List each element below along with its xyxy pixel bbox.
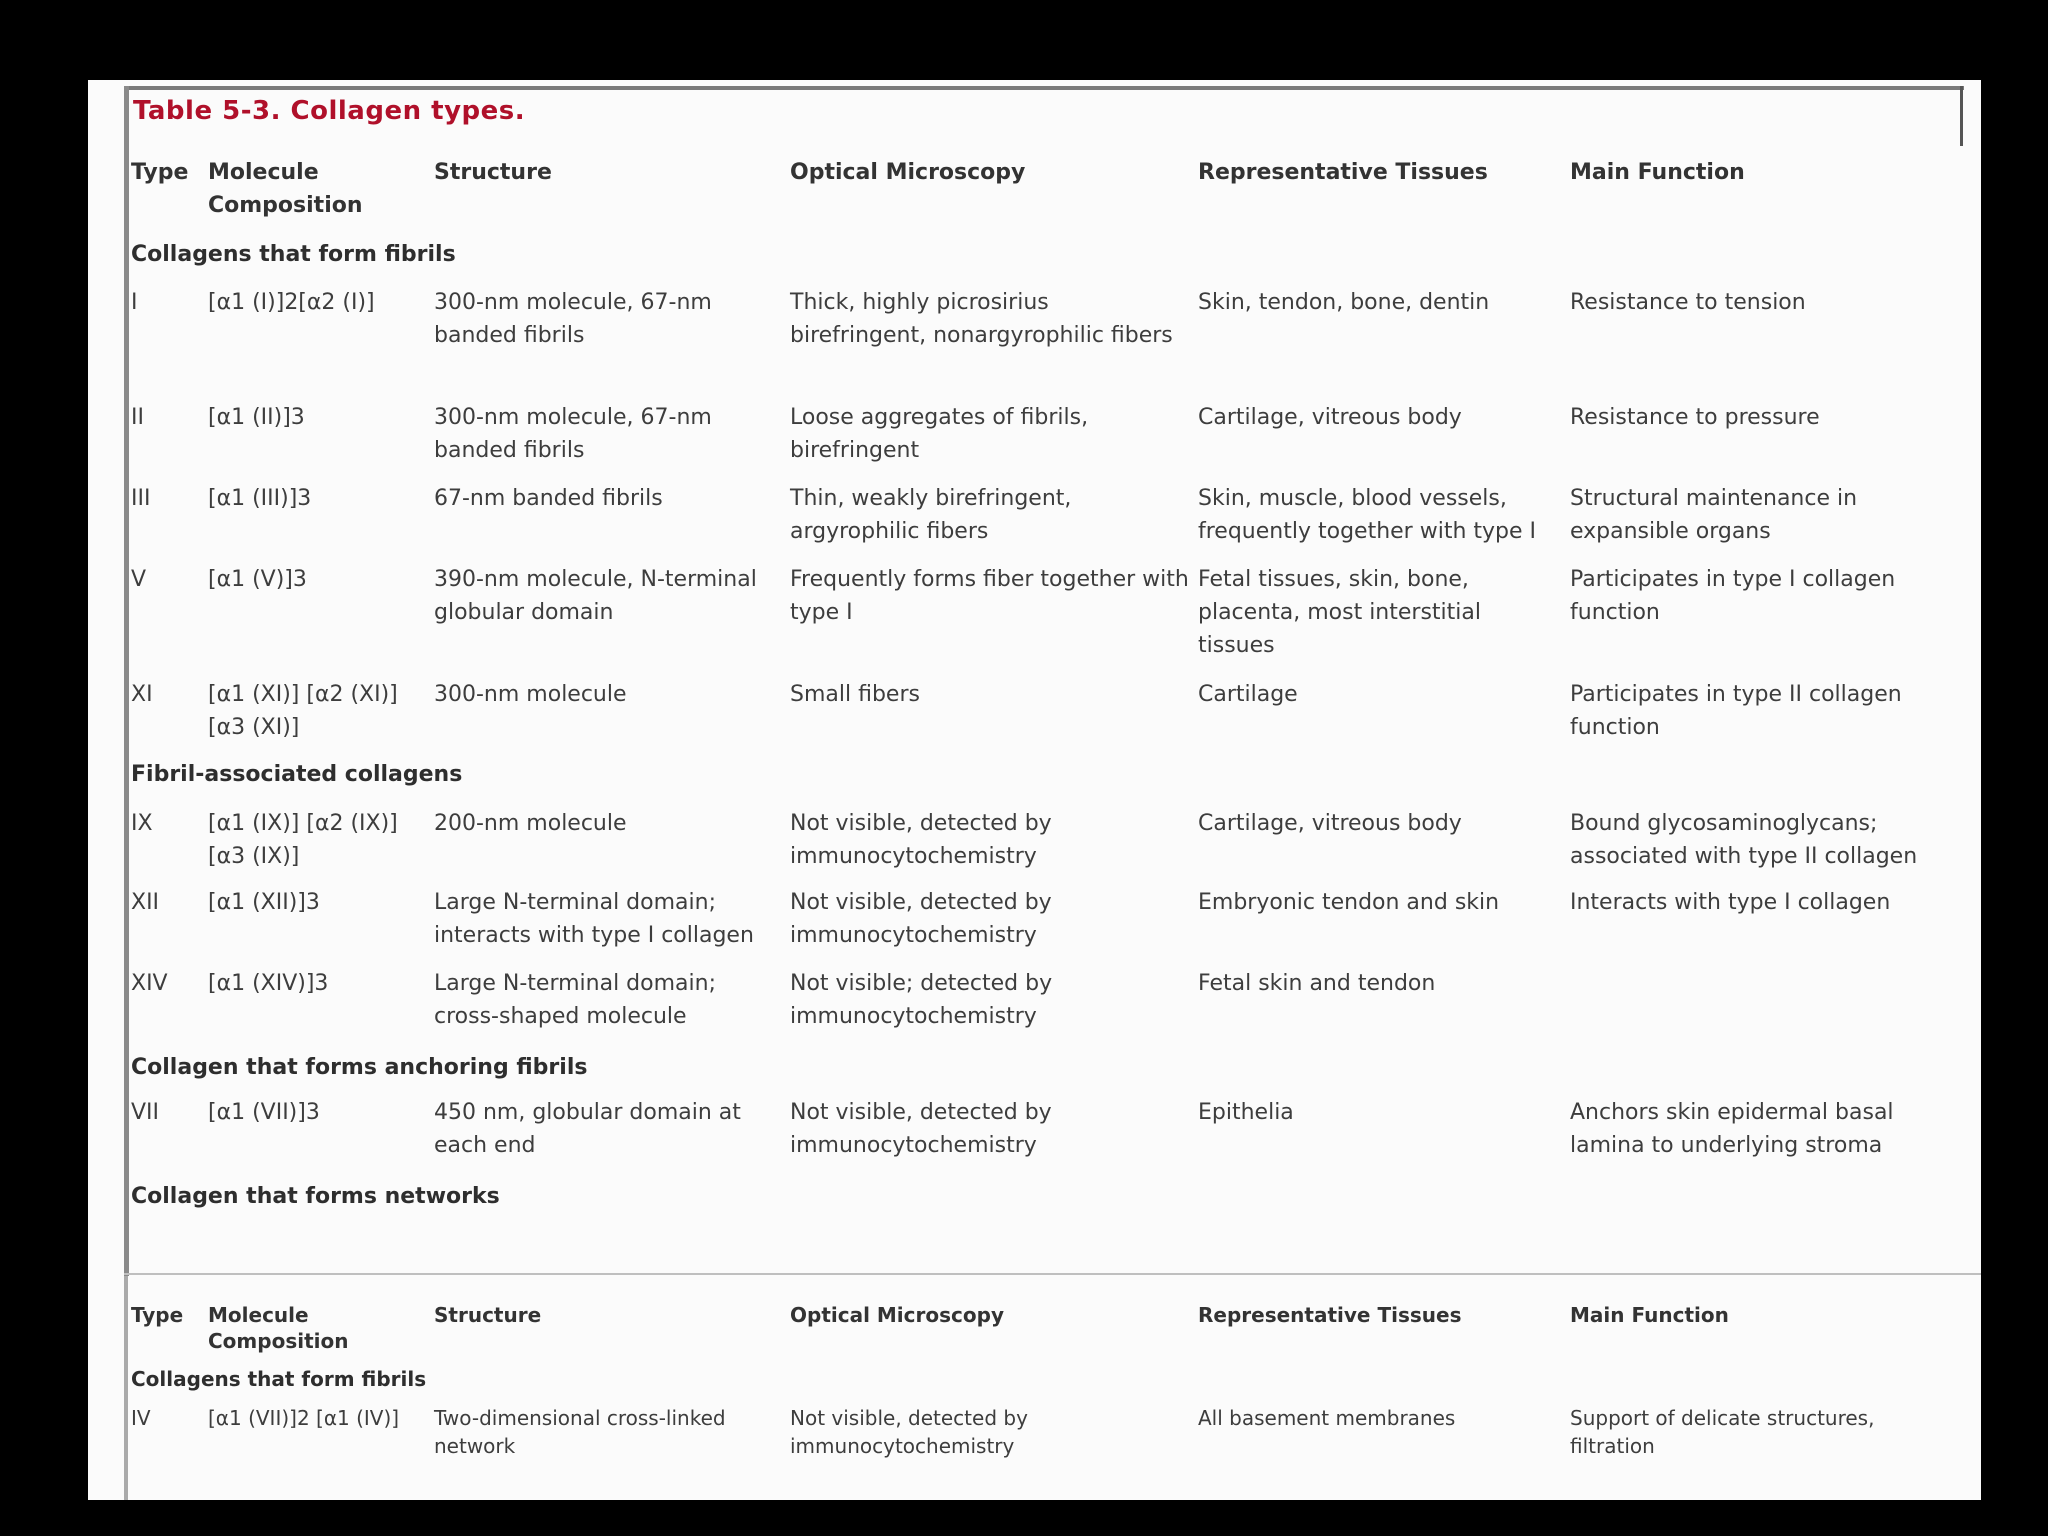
table-frame-left [124,86,129,1276]
header-molecule: Molecule Composition [208,160,363,218]
section-anchoring: Collagen that forms anchoring fibrils [131,1055,588,1080]
document-page [88,80,1981,1500]
row-III-function: Structural maintenance in expansible organs [1570,486,1858,544]
row-III-type: III [131,486,151,511]
row-I-molecule: [α1 (I)]2[α2 (I)] [208,290,375,315]
header-structure: Structure [434,160,552,185]
section-fibrils: Collagens that form fibrils [131,242,456,267]
section-fibril-associated: Fibril-associated collagens [131,762,463,787]
row-I-tissues: Skin, tendon, bone, dentin [1198,290,1490,315]
page-divider [124,1273,1981,1275]
section-networks: Collagen that forms networks [131,1184,500,1209]
table-frame-right [1960,86,1963,146]
row-XIV-structure: Large N-terminal domain; cross-shaped molecule [434,971,716,1029]
row-IX-structure: 200-nm molecule [434,811,627,836]
row-XII-type: XII [131,890,160,915]
lower-row-IV-type: IV [131,1406,151,1430]
row-III-optical: Thin, weakly birefringent, argyrophilic fibers [790,486,1072,544]
lower-header-type: Type [131,1303,184,1327]
row-V-molecule: [α1 (V)]3 [208,567,307,592]
row-VII-type: VII [131,1100,160,1125]
table-frame-top [124,86,1964,90]
row-VII-tissues: Epithelia [1198,1100,1294,1125]
row-II-type: II [131,405,144,430]
table-title: Table 5-3. Collagen types. [133,96,526,126]
row-II-optical: Loose aggregates of fibrils, birefringent [790,405,1089,463]
lower-row-IV-structure: Two-dimensional cross-linked network [434,1406,726,1458]
row-XII-molecule: [α1 (XII)]3 [208,890,320,915]
row-XIV-optical: Not visible; detected by immunocytochemistry [790,971,1053,1029]
row-XI-structure: 300-nm molecule [434,682,627,707]
header-tissues: Representative Tissues [1198,160,1488,185]
header-function: Main Function [1570,160,1745,185]
lower-row-IV-molecule: [α1 (VII)]2 [α1 (IV)] [208,1406,400,1430]
lower-header-molecule: Molecule Composition [208,1303,349,1353]
row-XII-structure: Large N-terminal domain; interacts with type I collagen [434,890,754,948]
row-I-type: I [131,290,138,315]
row-II-molecule: [α1 (II)]3 [208,405,305,430]
lower-header-function: Main Function [1570,1303,1729,1327]
lower-header-tissues: Representative Tissues [1198,1303,1462,1327]
row-IX-type: IX [131,811,153,836]
header-optical: Optical Microscopy [790,160,1026,185]
row-VII-structure: 450 nm, globular domain at each end [434,1100,741,1158]
row-XI-optical: Small fibers [790,682,920,707]
row-XIV-molecule: [α1 (XIV)]3 [208,971,329,996]
row-III-molecule: [α1 (III)]3 [208,486,312,511]
row-VII-optical: Not visible, detected by immunocytochemistry [790,1100,1052,1158]
row-V-structure: 390-nm molecule, N-terminal globular domain [434,567,757,625]
lower-row-IV-optical: Not visible, detected by immunocytochemistry [790,1406,1028,1458]
header-type: Type [131,160,189,185]
row-II-structure: 300-nm molecule, 67-nm banded fibrils [434,405,712,463]
row-XI-function: Participates in type II collagen function [1570,682,1902,740]
row-V-type: V [131,567,147,592]
row-XI-tissues: Cartilage [1198,682,1298,707]
row-V-function: Participates in type I collagen function [1570,567,1896,625]
row-VII-molecule: [α1 (VII)]3 [208,1100,320,1125]
row-XII-function: Interacts with type I collagen [1570,890,1891,915]
row-IX-tissues: Cartilage, vitreous body [1198,811,1462,836]
lower-row-IV-tissues: All basement membranes [1198,1406,1456,1430]
row-XII-optical: Not visible, detected by immunocytochemistry [790,890,1052,948]
lower-header-structure: Structure [434,1303,542,1327]
row-III-structure: 67-nm banded fibrils [434,486,663,511]
row-IX-molecule: [α1 (IX)] [α2 (IX)] [α3 (IX)] [208,811,398,869]
row-IX-optical: Not visible, detected by immunocytochemistry [790,811,1052,869]
row-XII-tissues: Embryonic tendon and skin [1198,890,1500,915]
row-V-optical: Frequently forms fiber together with type I [790,567,1189,625]
row-II-function: Resistance to pressure [1570,405,1820,430]
row-I-function: Resistance to tension [1570,290,1806,315]
lower-section-fibrils: Collagens that form fibrils [131,1367,427,1391]
row-III-tissues: Skin, muscle, blood vessels, frequently together with type I [1198,486,1537,544]
row-II-tissues: Cartilage, vitreous body [1198,405,1462,430]
lower-header-optical: Optical Microscopy [790,1303,1004,1327]
row-XIV-type: XIV [131,971,168,996]
row-IX-function: Bound glycosaminoglycans; associated with type II collagen [1570,811,1918,869]
row-I-structure: 300-nm molecule, 67-nm banded fibrils [434,290,712,348]
row-V-tissues: Fetal tissues, skin, bone, placenta, most interstitial tissues [1198,567,1481,658]
lower-row-IV-function: Support of delicate structures, filtration [1570,1406,1875,1458]
row-VII-function: Anchors skin epidermal basal lamina to underlying stroma [1570,1100,1894,1158]
row-XI-molecule: [α1 (XI)] [α2 (XI)] [α3 (XI)] [208,682,398,740]
row-I-optical: Thick, highly picrosirius birefringent, nonargyrophilic fibers [790,290,1173,348]
row-XIV-tissues: Fetal skin and tendon [1198,971,1436,996]
lower-frame-left [124,1276,128,1500]
row-XI-type: XI [131,682,153,707]
